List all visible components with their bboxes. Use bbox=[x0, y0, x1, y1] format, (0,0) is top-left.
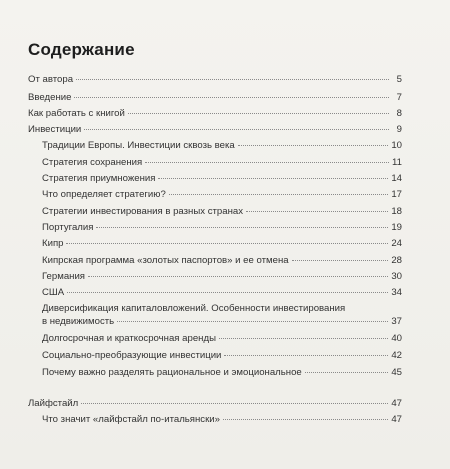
toc-entry-label: Диверсификация капиталовложений. Особенности инвестирования bbox=[42, 303, 346, 314]
toc-entry-label: Кипр bbox=[42, 238, 64, 249]
toc-entry-page: 14 bbox=[391, 173, 402, 184]
toc-entry-lifestyle[interactable] bbox=[28, 398, 402, 410]
toc-entry-label: Что определяет стратегию? bbox=[42, 189, 166, 200]
toc-entry-social-investments[interactable] bbox=[42, 350, 402, 362]
toc-entry-page: 47 bbox=[391, 398, 402, 409]
toc-entry-page: 8 bbox=[396, 108, 402, 119]
toc-entry-page: 10 bbox=[391, 140, 402, 151]
toc-entry-label: Долгосрочная и краткосрочная аренды bbox=[42, 333, 216, 344]
dot-leader bbox=[305, 372, 389, 373]
toc-entry-label: США bbox=[42, 287, 65, 298]
toc-entry-long-short-rent[interactable] bbox=[42, 333, 402, 345]
dot-leader bbox=[169, 194, 389, 195]
toc-entry-how-to-use[interactable] bbox=[28, 108, 402, 120]
toc-entry-page: 19 bbox=[391, 222, 402, 233]
toc-entry-label: От автора bbox=[28, 74, 74, 85]
toc-entry-page: 34 bbox=[391, 287, 402, 298]
toc-entry-investments[interactable] bbox=[28, 124, 402, 136]
dot-leader bbox=[145, 162, 389, 163]
toc-entry-label: Социально-преобразующие инвестиции bbox=[42, 350, 222, 361]
toc-entry-label: Стратегия сохранения bbox=[42, 157, 143, 168]
toc-entry-label: Стратегии инвестирования в разных странах bbox=[42, 206, 244, 217]
toc-entry-page: 9 bbox=[396, 124, 402, 135]
dot-leader bbox=[219, 338, 388, 339]
toc-entry-page: 37 bbox=[391, 316, 402, 327]
toc-entry-strategies-by-country[interactable] bbox=[42, 206, 402, 218]
dot-leader bbox=[238, 145, 389, 146]
dot-leader bbox=[292, 260, 389, 261]
toc-entry-page: 7 bbox=[396, 92, 402, 103]
dot-leader bbox=[67, 292, 388, 293]
toc-entry-label: Традиции Европы. Инвестиции сквозь века bbox=[42, 140, 235, 151]
dot-leader bbox=[223, 419, 388, 420]
dot-leader bbox=[246, 211, 388, 212]
dot-leader bbox=[76, 79, 389, 80]
dot-leader bbox=[66, 243, 388, 244]
dot-leader bbox=[81, 403, 388, 404]
toc-entry-introduction[interactable] bbox=[28, 92, 402, 104]
toc-entry-from-author[interactable] bbox=[28, 74, 402, 86]
toc-entry-preservation-strategy[interactable] bbox=[42, 157, 402, 169]
toc-entry-italian-lifestyle[interactable] bbox=[42, 414, 402, 426]
toc-entry-what-defines-strategy[interactable] bbox=[42, 189, 402, 201]
toc-entry-label: Инвестиции bbox=[28, 124, 82, 135]
dot-leader bbox=[74, 97, 389, 98]
toc-entry-growth-strategy[interactable] bbox=[42, 173, 402, 185]
dot-leader bbox=[158, 178, 388, 179]
toc-entry-label: Лайфстайл bbox=[28, 398, 79, 409]
dot-leader bbox=[96, 227, 388, 228]
toc-entry-label: Что значит «лайфстайл по-итальянски» bbox=[42, 414, 220, 425]
toc-entry-page: 18 bbox=[391, 206, 402, 217]
toc-entry-label: Почему важно разделять рациональное и эмоциональное bbox=[42, 367, 302, 378]
toc-entry-label: Германия bbox=[42, 271, 86, 282]
toc-entry-page: 11 bbox=[392, 157, 402, 168]
toc-entry-traditions-europe[interactable] bbox=[42, 140, 402, 152]
toc-entry-label: Португалия bbox=[42, 222, 94, 233]
toc-entry-page: 30 bbox=[391, 271, 402, 282]
toc-entry-label: Стратегия приумножения bbox=[42, 173, 156, 184]
toc-entry-page: 5 bbox=[396, 74, 402, 85]
toc-entry-page: 40 bbox=[391, 333, 402, 344]
toc-entry-diversification-line1[interactable] bbox=[42, 303, 402, 315]
toc-entry-usa[interactable] bbox=[42, 287, 402, 299]
toc-entry-page: 17 bbox=[391, 189, 402, 200]
toc-entry-label: Кипрская программа «золотых паспортов» и ее отмена bbox=[42, 255, 289, 266]
toc-entry-page: 24 bbox=[391, 238, 402, 249]
toc-entry-germany[interactable] bbox=[42, 271, 402, 283]
toc-entry-page: 47 bbox=[391, 414, 402, 425]
toc-entry-diversification[interactable] bbox=[42, 316, 402, 328]
dot-leader bbox=[128, 113, 389, 114]
toc-entry-cyprus-golden-passports[interactable] bbox=[42, 255, 402, 267]
toc-entry-portugal[interactable] bbox=[42, 222, 402, 234]
toc-entry-page: 45 bbox=[391, 367, 402, 378]
dot-leader bbox=[84, 129, 389, 130]
toc-entry-label: Введение bbox=[28, 92, 72, 103]
toc-entry-page: 42 bbox=[391, 350, 402, 361]
toc-entry-label: Как работать с книгой bbox=[28, 108, 125, 119]
toc-heading: Содержание bbox=[28, 40, 135, 59]
toc-entry-cyprus[interactable] bbox=[42, 238, 402, 250]
dot-leader bbox=[88, 276, 388, 277]
toc-entry-rational-emotional[interactable] bbox=[42, 367, 402, 379]
dot-leader bbox=[224, 355, 388, 356]
toc-entry-label: в недвижимость bbox=[42, 316, 115, 327]
dot-leader bbox=[117, 321, 388, 322]
toc-entry-page: 28 bbox=[391, 255, 402, 266]
